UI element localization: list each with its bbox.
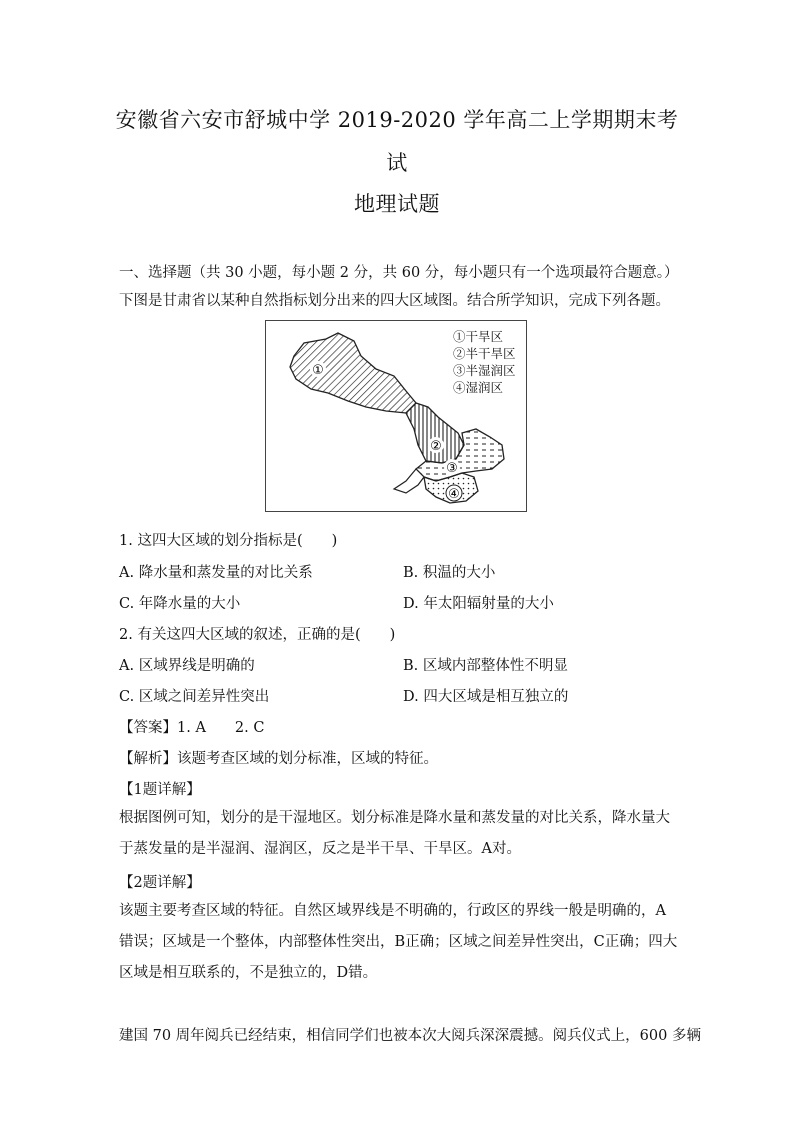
region-3-label: ③ [446,461,458,476]
region-2-semi-arid [406,403,464,463]
analysis-line: 【解析】该题考查区域的划分标准，区域的特征。 [119,751,438,767]
region-1-arid [290,333,416,413]
region-4-label: ④ [448,487,460,502]
legend-item-1: ①干旱区 [453,329,504,344]
answer-line: 【答案】1. A 2. C [119,720,265,736]
q1-option-c: C. 年降水量的大小 [119,596,241,612]
detail2-text: 该题主要考查区域的特征。自然区域界线是不明确的，行政区的界线一般是明确的，A错误；区域是一个整体，内部整体性突出，B正确；区域之间差异性突出，C正确；四大区域是相互联系的，不是独立的，D错。 [119,903,678,981]
doc-title-line2: 试 [386,151,408,175]
q2-stem: 2. 有关这四大区域的叙述，正确的是( ) [119,627,396,643]
q2-option-b: B. 区域内部整体性不明显 [403,658,568,674]
detail2-heading: 【2题详解】 [119,875,201,891]
region-2-label: ② [430,439,442,454]
next-question-intro: 建国 70 周年阅兵已经结束，相信同学们也被本次大阅兵深深震撼。阅兵仪式上，600 多辆 [119,1028,701,1044]
section-intro: 下图是甘肃省以某种自然指标划分出来的四大区域图。结合所学知识，完成下列各题。 [119,293,670,309]
map-tail [394,469,424,493]
detail1-text: 根据图例可知，划分的是干湿地区。划分标准是降水量和蒸发量的对比关系，降水量大于蒸发量的是半湿润、湿润区，反之是半干旱、干旱区。A对。 [119,810,670,857]
legend-item-4: ④湿润区 [453,380,504,395]
q2-option-d: D. 四大区域是相互独立的 [403,689,569,705]
q1-option-a: A. 降水量和蒸发量的对比关系 [119,565,313,581]
legend-item-2: ②半干旱区 [453,346,516,361]
q1-option-d: D. 年太阳辐射量的大小 [403,596,554,612]
legend-item-3: ③半湿润区 [453,363,516,378]
q2-option-c: C. 区域之间差异性突出 [119,689,270,705]
detail1-heading: 【1题详解】 [119,782,201,798]
doc-title-line1: 安徽省六安市舒城中学 2019-2020 学年高二上学期期末考 [115,108,679,132]
section-heading: 一、选择题（共 30 小题，每小题 2 分，共 60 分，每小题只有一个选项最符合题意。） [119,265,679,281]
q1-option-b: B. 积温的大小 [403,565,496,581]
q1-stem: 1. 这四大区域的划分指标是( ) [119,533,338,549]
gansu-region-map [265,320,527,512]
q2-option-a: A. 区域界线是明确的 [119,658,255,674]
doc-subtitle: 地理试题 [354,192,440,216]
region-1-label: ① [312,363,324,378]
